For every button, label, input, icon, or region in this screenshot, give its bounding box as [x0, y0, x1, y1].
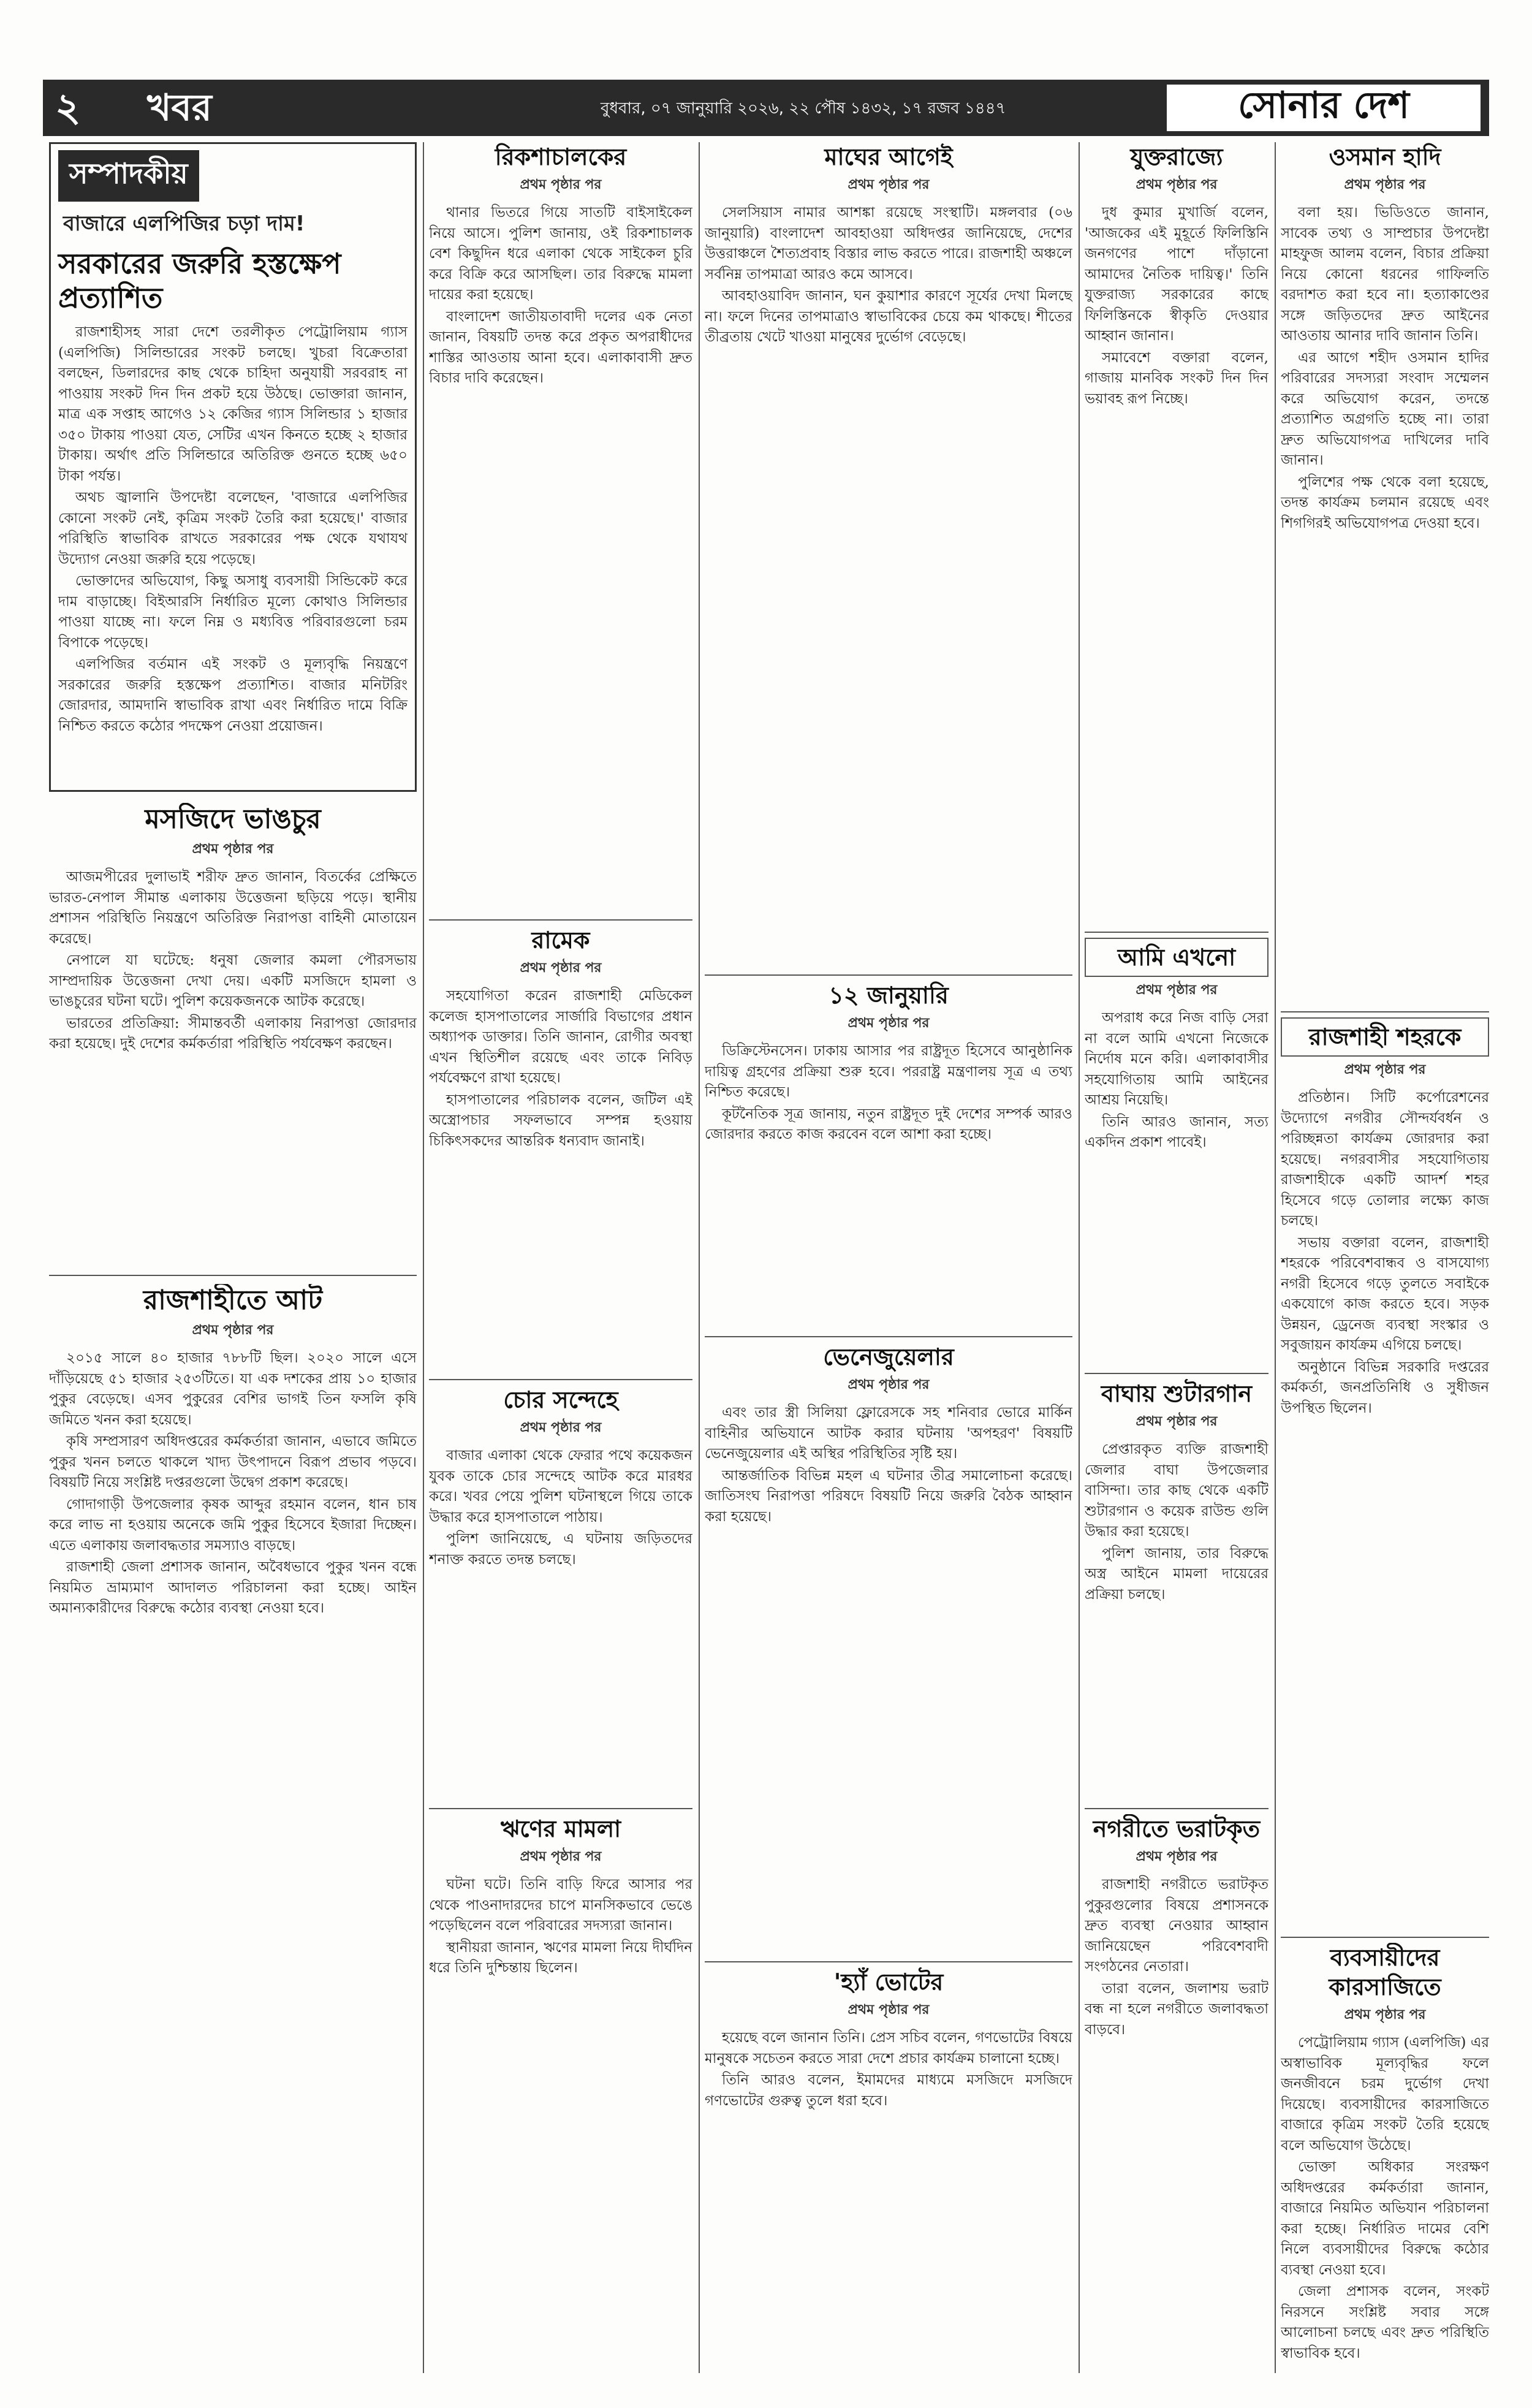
article-body	[1281, 203, 1489, 534]
article-body	[1085, 1008, 1268, 1153]
divider	[1085, 1808, 1268, 1809]
divider	[49, 1275, 417, 1276]
article-vote-safety	[1085, 1814, 1268, 2372]
page-number: ২	[55, 85, 81, 131]
article-traders	[1281, 1943, 1489, 2372]
paragraph: বাজার এলাকা থেকে ফেরার পথে কয়েকজন যুবক তাকে চোর সন্দেহে আটক করে মারধর করে। খবর পেয়ে পুলিশ ঘটনাস্থলে গিয়ে তাকে উদ্ধার করে হাসপাতালে পাঠায়।	[429, 1448, 692, 1525]
article-body	[705, 203, 1072, 348]
column-divider	[1275, 142, 1276, 2373]
article-headline: রাজশাহী শহরকে	[1281, 1017, 1489, 1057]
article-ramek	[429, 925, 692, 1373]
paragraph: থানার ভিতরে গিয়ে সাতটি বাইসাইকেল নিয়ে আসে। পুলিশ জানায়, ওই রিকশাচালক বেশ কিছুদিন ধরে এলাকা থেকে সাইকেল চুরি করে বিক্রি করে আসছিল। তার বিরুদ্ধে মামলা দায়ের করা হয়েছে।	[429, 205, 692, 303]
article-kicker: প্রথম পৃষ্ঠার পর	[520, 960, 602, 976]
paragraph: পেট্রোলিয়াম গ্যাস (এলপিজি) এর অস্বাভাবিক মূল্যবৃদ্ধির ফলে জনজীবনে চরম দুর্ভোগ দেখা দিয়েছে। ব্যবসায়ীদের কারসাজিতে বাজারে কৃত্রিম সংকট তৈরি হয়েছে বলে অভিযোগ উঠেছে।	[1281, 2035, 1489, 2154]
divider	[1281, 1937, 1489, 1938]
article-kicker: প্রথম পৃষ্ঠার পর	[1136, 1414, 1218, 1429]
divider	[705, 1961, 1072, 1962]
article-kicker: প্রথম পৃষ্ঠার পর	[1136, 177, 1218, 192]
article-headline: আমি এখনো	[1085, 938, 1268, 977]
paragraph: এবং তার স্ত্রী সিলিয়া ফ্লোরেসকে সহ শনিবার ভোরে মার্কিন বাহিনীর অভিযানে আটক করার ঘটনায় 'অপহরণ' বিষয়টি ভেনেজুয়েলার এই অস্থির পরিস্থিতির সৃষ্টি হয়।	[705, 1405, 1072, 1462]
article-headline: মাঘের আগেই	[824, 143, 953, 170]
article-headline: রামেক	[531, 927, 590, 954]
article-body	[1085, 1875, 1268, 2040]
paragraph: পুলিশের পক্ষ থেকে বলা হয়েছে, তদন্ত কার্যক্রম চলমান রয়েছে এবং শিগগিরই অভিযোগপত্র দেওয়া হবে।	[1281, 474, 1489, 531]
paragraph: কূটনৈতিক সূত্র জানায়, নতুন রাষ্ট্রদূত দুই দেশের সম্পর্ক আরও জোরদার করতে কাজ করবেন বলে আশা করা হচ্ছে।	[705, 1106, 1072, 1142]
paragraph: তিনি আরও বলেন, ইমামদের মাধ্যমে মসজিদে মসজিদে গণভোটের গুরুত্ব তুলে ধরা হবে।	[705, 2072, 1072, 2109]
paragraph: নেপালে যা ঘটেছে: ধনুষা জেলার কমলা পৌরসভায় সাম্প্রদায়িক উত্তেজনা দেখা দেয়। একটি মসজিদে হামলা ও ভাঙচুরের ঘটনা ঘটে। পুলিশ কয়েকজনকে আটক করেছে।	[49, 952, 417, 1009]
paragraph: রাজশাহী জেলা প্রশাসক জানান, অবৈধভাবে পুকুর খনন বন্ধে নিয়মিত ভ্রাম্যমাণ আদালত পরিচালনা করা হচ্ছে। আইন অমান্যকারীদের বিরুদ্ধে কঠোর ব্যবস্থা নেওয়া হবে।	[49, 1559, 417, 1616]
paragraph: সেলসিয়াস নামার আশঙ্কা রয়েছে সংস্থাটি। মঙ্গলবার (০৬ জানুয়ারি) বাংলাদেশ আবহাওয়া অধিদপ্তর জানিয়েছে, দেশের উত্তরাঞ্চলে শৈত্যপ্রবাহ বিস্তার লাভ করতে পারে। রাজশাহী অঞ্চলে সর্বনিম্ন তাপমাত্রা আরও কমে আসবে।	[705, 205, 1072, 283]
paragraph: আজমপীরের দুলাভাই শরীফ দ্রুত জানান, বিতর্কের প্রেক্ষিতে ভারত-নেপাল সীমান্ত এলাকায় উত্তেজনা ছড়িয়ে পড়ে। স্থানীয় প্রশাসন পরিস্থিতি নিয়ন্ত্রণে অতিরিক্ত নিরাপত্তা বাহিনী মোতায়েন করেছে।	[49, 869, 417, 947]
article-body	[429, 203, 692, 389]
paragraph: সমাবেশে বক্তারা বলেন, গাজায় মানবিক সংকট দিন দিন ভয়াবহ রূপ নিচ্ছে।	[1085, 349, 1268, 407]
article-headline: মসজিদে ভাঙচুর	[145, 803, 321, 835]
article-kicker: প্রথম পৃষ্ঠার পর	[1344, 1062, 1426, 1077]
paragraph: হাসপাতালের পরিচালক বলেন, জটিল এই অস্ত্রোপচার সফলভাবে সম্পন্ন হওয়ায় চিকিৎসকদের আন্তরিক ধন্যবাদ জানাই।	[429, 1092, 692, 1149]
article-hyabhote	[705, 1967, 1072, 2372]
paragraph: হয়েছে বলে জানান তিনি। প্রেস সচিব বলেন, গণভোটের বিষয়ে মানুষকে সচেতন করতে সারা দেশে প্রচার কার্যক্রম চালানো হচ্ছে।	[705, 2030, 1072, 2067]
article-kicker: প্রথম পৃষ্ঠার পর	[1136, 982, 1218, 998]
article-body	[1281, 2033, 1489, 2364]
divider	[705, 1336, 1072, 1337]
paragraph: ভারতের প্রতিক্রিয়া: সীমান্তবর্তী এলাকায় নিরাপত্তা জোরদার করা হয়েছে। দুই দেশের কর্মকর্তারা পরিস্থিতি পর্যবেক্ষণ করছেন।	[49, 1015, 417, 1052]
paragraph: ভোক্তাদের অভিযোগ, কিছু অসাধু ব্যবসায়ী সিন্ডিকেট করে দাম বাড়াচ্ছে। বিইআরসি নির্ধারিত মূল্যে কোথাও সিলিন্ডার পাওয়া যাচ্ছে না। ফলে নিম্ন ও মধ্যবিত্ত পরিবারগুলো চরম বিপাকে পড়েছে।	[58, 573, 408, 651]
article-rickshaw	[429, 142, 692, 914]
article-kicker: প্রথম পৃষ্ঠার পর	[1344, 177, 1426, 192]
paragraph: স্থানীয়রা জানান, ঋণের মামলা নিয়ে দীর্ঘদিন ধরে তিনি দুশ্চিন্তায় ছিলেন।	[429, 1939, 692, 1976]
column-divider	[1079, 142, 1080, 2373]
article-body	[429, 1446, 692, 1570]
paragraph: পুলিশ জানায়, তার বিরুদ্ধে অস্ত্র আইনে মামলা দায়েরের প্রক্রিয়া চলছে।	[1085, 1545, 1268, 1603]
paragraph: পুলিশ জানিয়েছে, এ ঘটনায় জড়িতদের শনাক্ত করতে তদন্ত চলছে।	[429, 1531, 692, 1568]
article-body	[705, 1041, 1072, 1145]
article-kicker: প্রথম পৃষ্ঠার পর	[192, 1323, 274, 1338]
editorial-tag: সম্পাদকীয়	[58, 150, 199, 202]
paragraph: সহযোগিতা করেন রাজশাহী মেডিকেল কলেজ হাসপাতালের সার্জারি বিভাগের প্রধান অধ্যাপক ডাক্তার। তিনি জানান, রোগীর অবস্থা এখন স্থিতিশীল রয়েছে এবং তাকে নিবিড় পর্যবেক্ষণে রাখা হয়েছে।	[429, 988, 692, 1086]
article-body	[1085, 1440, 1268, 1605]
column-divider	[423, 142, 424, 2373]
article-osman	[1281, 142, 1489, 1006]
paragraph: সভায় বক্তারা বলেন, রাজশাহী শহরকে পরিবেশবান্ধব ও বাসযোগ্য নগরী হিসেবে গড়ে তুলতে সবাইকে একযোগে কাজ করতে হবে। সড়ক উন্নয়ন, ড্রেনেজ ব্যবস্থা সংস্কার ও সবুজায়ন কার্যক্রম এগিয়ে চলছে।	[1281, 1234, 1489, 1353]
article-ami-ekno	[1085, 938, 1268, 1367]
editorial-body	[58, 322, 408, 737]
article-kicker: প্রথম পৃষ্ঠার পর	[848, 1016, 930, 1031]
divider	[1281, 1011, 1489, 1012]
article-headline: যুক্তরাজ্যে	[1130, 143, 1223, 170]
paragraph: ঘটনা ঘটে। তিনি বাড়ি ফিরে আসার পর থেকে পাওনাদারদের চাপে মানসিকভাবে ভেঙে পড়েছিলেন বলে পরিবারের সদস্যরা জানান।	[429, 1877, 692, 1934]
article-magh	[705, 142, 1072, 970]
article-headline: রাজশাহীতে আট	[143, 1285, 323, 1316]
article-kicker: প্রথম পৃষ্ঠার পর	[520, 177, 602, 192]
article-thief	[429, 1385, 692, 1802]
article-kicker: প্রথম পৃষ্ঠার পর	[1344, 2007, 1426, 2022]
article-loan	[429, 1814, 692, 2372]
article-headline: বাঘায় শুটারগান	[1101, 1380, 1253, 1407]
paragraph: এর আগে শহীদ ওসমান হাদির পরিবারের সদস্যরা সংবাদ সম্মেলন করে অভিযোগ করেন, তদন্তে প্রত্যাশিত অগ্রগতি হচ্ছে না। তারা দ্রুত অভিযোগপত্র দাখিলের দাবি জানান।	[1281, 349, 1489, 468]
paragraph: আন্তর্জাতিক বিভিন্ন মহল এ ঘটনার তীব্র সমালোচনা করেছে। জাতিসংঘ নিরাপত্তা পরিষদে বিষয়টি নিয়ে জরুরি বৈঠক আহ্বান করা হয়েছে।	[705, 1467, 1072, 1525]
article-body	[49, 1348, 417, 1619]
article-jan12	[705, 981, 1072, 1330]
paragraph: এলপিজির বর্তমান এই সংকট ও মূল্যবৃদ্ধি নিয়ন্ত্রণে সরকারের জরুরি হস্তক্ষেপ প্রত্যাশিত। বাজার মনিটরিং জোরদার, আমদানি স্বাভাবিক রাখা এবং নির্ধারিত দামে বিক্রি নিশ্চিত করতে কঠোর পদক্ষেপ নেওয়া প্রয়োজন।	[58, 656, 408, 734]
divider	[705, 974, 1072, 976]
article-venezuela	[705, 1342, 1072, 1955]
article-kicker: প্রথম পৃষ্ঠার পর	[520, 1420, 602, 1435]
divider	[429, 1808, 692, 1809]
section-name: খবর	[147, 86, 212, 129]
article-headline: ওসমান হাদি	[1329, 143, 1441, 170]
column-divider	[699, 142, 700, 2373]
paragraph: প্রেপ্তারকৃত ব্যক্তি রাজশাহী জেলার বাঘা উপজেলার বাসিন্দা। তার কাছ থেকে একটি শুটারগান ও কয়েক রাউন্ড গুলি উদ্ধার করা হয়েছে।	[1085, 1441, 1268, 1540]
divider	[1085, 932, 1268, 933]
article-kicker: প্রথম পৃষ্ঠার পর	[848, 2002, 930, 2018]
article-headline: 'হ্যাঁ ভোটের	[833, 1969, 944, 1996]
paragraph: বলা হয়। ভিডিওতে জানান, সাবেক তথ্য ও সাম্প্রচার উপদেষ্টা মাহফুজ আলম বলেন, বিচার প্রক্রিয়া নিয়ে কোনো ধরনের গাফিলতি বরদাশত করা হবে না। হত্যাকাণ্ডের সঙ্গে জড়িতদের দ্রুত আইনের আওতায় আনার দাবি জানান তিনি।	[1281, 205, 1489, 344]
paragraph: গোদাগাড়ী উপজেলার কৃষক আব্দুর রহমান বলেন, ধান চাষ করে লাভ না হওয়ায় অনেকে জমি পুকুর হিসেবে ইজারা দিচ্ছেন। এতে এলাকায় জলাবদ্ধতার সমস্যাও বাড়ছে।	[49, 1496, 417, 1554]
article-body	[429, 1875, 692, 1979]
article-mosque	[49, 803, 417, 1269]
paragraph: দুধ কুমার মুখার্জি বলেন, 'আজকের এই মুহূর্তে ফিলিস্তিনি জনগণের পাশে দাঁড়ানো আমাদের নৈতিক দায়িত্ব।' তিনি যুক্তরাজ্য সরকারের কাছে ফিলিস্তিনকে স্বীকৃতি দেওয়ার আহ্বান জানান।	[1085, 205, 1268, 344]
paragraph: অথচ জ্বালানি উপদেষ্টা বলেছেন, 'বাজারে এলপিজির কোনো সংকট নেই, কৃত্রিম সংকট তৈরি করা হয়েছে।' বাজার পরিস্থিতি স্বাভাবিক রাখতে সরকারের পক্ষ থেকে যথাযথ উদ্যোগ নেওয়া জরুরি হয়ে পড়েছে।	[58, 490, 408, 568]
article-uk	[1085, 142, 1268, 927]
article-body	[705, 1403, 1072, 1527]
article-body	[49, 867, 417, 1055]
paragraph: কৃষি সম্প্রসারণ অধিদপ্তরের কর্মকর্তারা জানান, এভাবে জমিতে পুকুর খনন চলতে থাকলে খাদ্য উৎপাদনে বিরূপ প্রভাব পড়বে। বিষয়টি নিয়ে সংশ্লিষ্ট দপ্তরগুলো উদ্বেগ প্রকাশ করেছে।	[49, 1434, 417, 1491]
article-kicker: প্রথম পৃষ্ঠার পর	[192, 841, 274, 857]
article-kicker: প্রথম পৃষ্ঠার পর	[848, 1377, 930, 1392]
date-line: বুধবার, ০৭ জানুয়ারি ২০২৬, ২২ পৌষ ১৪৩২, ১৭ রজব ১৪৪৭	[601, 99, 1006, 118]
article-rajshahi-eight	[49, 1284, 417, 2375]
editorial-subtitle: বাজারে এলপিজির চড়া দাম!	[63, 211, 305, 236]
editorial-title: সরকারের জরুরি হস্তক্ষেপ প্রত্যাশিত	[58, 247, 341, 314]
article-body	[705, 2028, 1072, 2111]
paragraph: ২০১৫ সালে ৪০ হাজার ৭৮৮টি ছিল। ২০২০ সালে এসে দাঁড়িয়েছে ৫১ হাজার ২৫৩টিতে। যা এক দশকের প্রায় ১০ হাজার পুকুর বেড়েছে। এসব পুকুরের বেশির ভাগই তিন ফসলি কৃষি জমিতে খনন করা হয়েছে।	[49, 1350, 417, 1428]
article-headline: ব্যবসায়ীদের কারসাজিতে	[1329, 1944, 1441, 2000]
article-kicker: প্রথম পৃষ্ঠার পর	[520, 1849, 602, 1864]
editorial-box	[49, 142, 417, 792]
divider	[429, 1379, 692, 1380]
paragraph: অপরাধ করে নিজ বাড়ি সেরা না বলে আমি এখনো নিজেকে নির্দোষ মনে করি। এলাকাবাসীর সহযোগিতায় আমি আইনের আশ্রয় নিয়েছি।	[1085, 1010, 1268, 1108]
article-headline: রিকশাচালকের	[495, 143, 627, 170]
article-kicker: প্রথম পৃষ্ঠার পর	[848, 177, 930, 192]
newspaper-logo: সোনার দেশ	[1164, 82, 1483, 134]
article-headline: ভেনেজুয়েলার	[823, 1343, 954, 1370]
paragraph: জেলা প্রশাসক বলেন, সংকট নিরসনে সংশ্লিষ্ট সবার সঙ্গে আলোচনা চলছে এবং দ্রুত পরিস্থিতি স্বাভাবিক হবে।	[1281, 2284, 1489, 2361]
article-headline: চোর সন্দেহে	[503, 1386, 618, 1413]
article-headline: ঋণের মামলা	[500, 1815, 621, 1842]
article-body	[1281, 1088, 1489, 1419]
article-headline: নগরীতে ভরাটকৃত	[1093, 1815, 1261, 1842]
paragraph: বাংলাদেশ জাতীয়তাবাদী দলের এক নেতা জানান, বিষয়টি তদন্ত করে প্রকৃত অপরাধীদের শাস্তির আওতায় আনা হবে। এলাকাবাসী দ্রুত বিচার দাবি করেছেন।	[429, 308, 692, 386]
paragraph: ভোক্তা অধিকার সংরক্ষণ অধিদপ্তরের কর্মকর্তারা জানান, বাজারে নিয়মিত অভিযান পরিচালনা করা হচ্ছে। নির্ধারিত দামের বেশি নিলে ব্যবসায়ীদের বিরুদ্ধে কঠোর ব্যবস্থা নেওয়া হবে।	[1281, 2159, 1489, 2278]
divider	[1085, 1373, 1268, 1374]
paragraph: ডিক্রিস্টেনসেন। ঢাকায় আসার পর রাষ্ট্রদূত হিসেবে আনুষ্ঠানিক দায়িত্ব গ্রহণের প্রক্রিয়া শুরু হবে। পররাষ্ট্র মন্ত্রণালয় সূত্র এ তথ্য নিশ্চিত করেছে।	[705, 1043, 1072, 1100]
paragraph: প্রতিষ্ঠান। সিটি কর্পোরেশনের উদ্যোগে নগরীর সৌন্দর্যবর্ধন ও পরিচ্ছন্নতা কার্যক্রম জোরদার করা হয়েছে। নগরবাসীর সহযোগিতায় রাজশাহীকে একটি আদর্শ শহর হিসেবে গড়ে তোলার লক্ষ্যে কাজ চলছে।	[1281, 1090, 1489, 1229]
paragraph: অনুষ্ঠানে বিভিন্ন সরকারি দপ্তরের কর্মকর্তা, জনপ্রতিনিধি ও সুধীজন উপস্থিত ছিলেন।	[1281, 1359, 1489, 1416]
divider	[429, 919, 692, 921]
article-headline: ১২ জানুয়ারি	[829, 982, 949, 1009]
article-storm	[1085, 1379, 1268, 1802]
paragraph: রাজশাহী নগরীতে ভরাটকৃত পুকুরগুলোর বিষয়ে প্রশাসনকে দ্রুত ব্যবস্থা নেওয়ার আহ্বান জানিয়েছেন পরিবেশবাদী সংগঠনের নেতারা।	[1085, 1877, 1268, 1975]
article-body	[1085, 203, 1268, 409]
paragraph: আবহাওয়াবিদ জানান, ঘন কুয়াশার কারণে সূর্যের দেখা মিলছে না। ফলে দিনের তাপমাত্রাও স্বাভাবিকের চেয়ে কম থাকছে। শীতের তীব্রতায় খেটে খাওয়া মানুষের দুর্ভোগ বেড়েছে।	[705, 288, 1072, 345]
article-kicker: প্রথম পৃষ্ঠার পর	[1136, 1849, 1218, 1864]
article-body	[429, 986, 692, 1152]
paragraph: তিনি আরও জানান, সত্য একদিন প্রকাশ পাবেই।	[1085, 1114, 1268, 1150]
paragraph: রাজশাহীসহ সারা দেশে তরলীকৃত পেট্রোলিয়াম গ্যাস (এলপিজি) সিলিন্ডারের সংকট চলছে। খুচরা বিক্রেতারা বলছেন, ডিলারদের কাছ থেকে চাহিদা অনুযায়ী সরবরাহ না পাওয়ায় সংকট দিন দিন প্রকট হয়ে উঠছে। ভোক্তারা জানান, মাত্র এক সপ্তাহ আগেও ১২ কেজির গ্যাস সিলিন্ডার ১ হাজার ৩৫০ টাকায় পাওয়া যেত, সেটির এখন কিনতে হচ্ছে ২ হাজার টাকায়। অর্থাৎ প্রতি সিলিন্ডারে অতিরিক্ত গুনতে হচ্ছে ৬৫০ টাকা পর্যন্ত।	[58, 324, 408, 484]
paragraph: তারা বলেন, জলাশয় ভরাট বন্ধ না হলে নগরীতে জলাবদ্ধতা বাড়বে।	[1085, 1980, 1268, 2038]
article-rajshahi-city	[1281, 1017, 1489, 1931]
